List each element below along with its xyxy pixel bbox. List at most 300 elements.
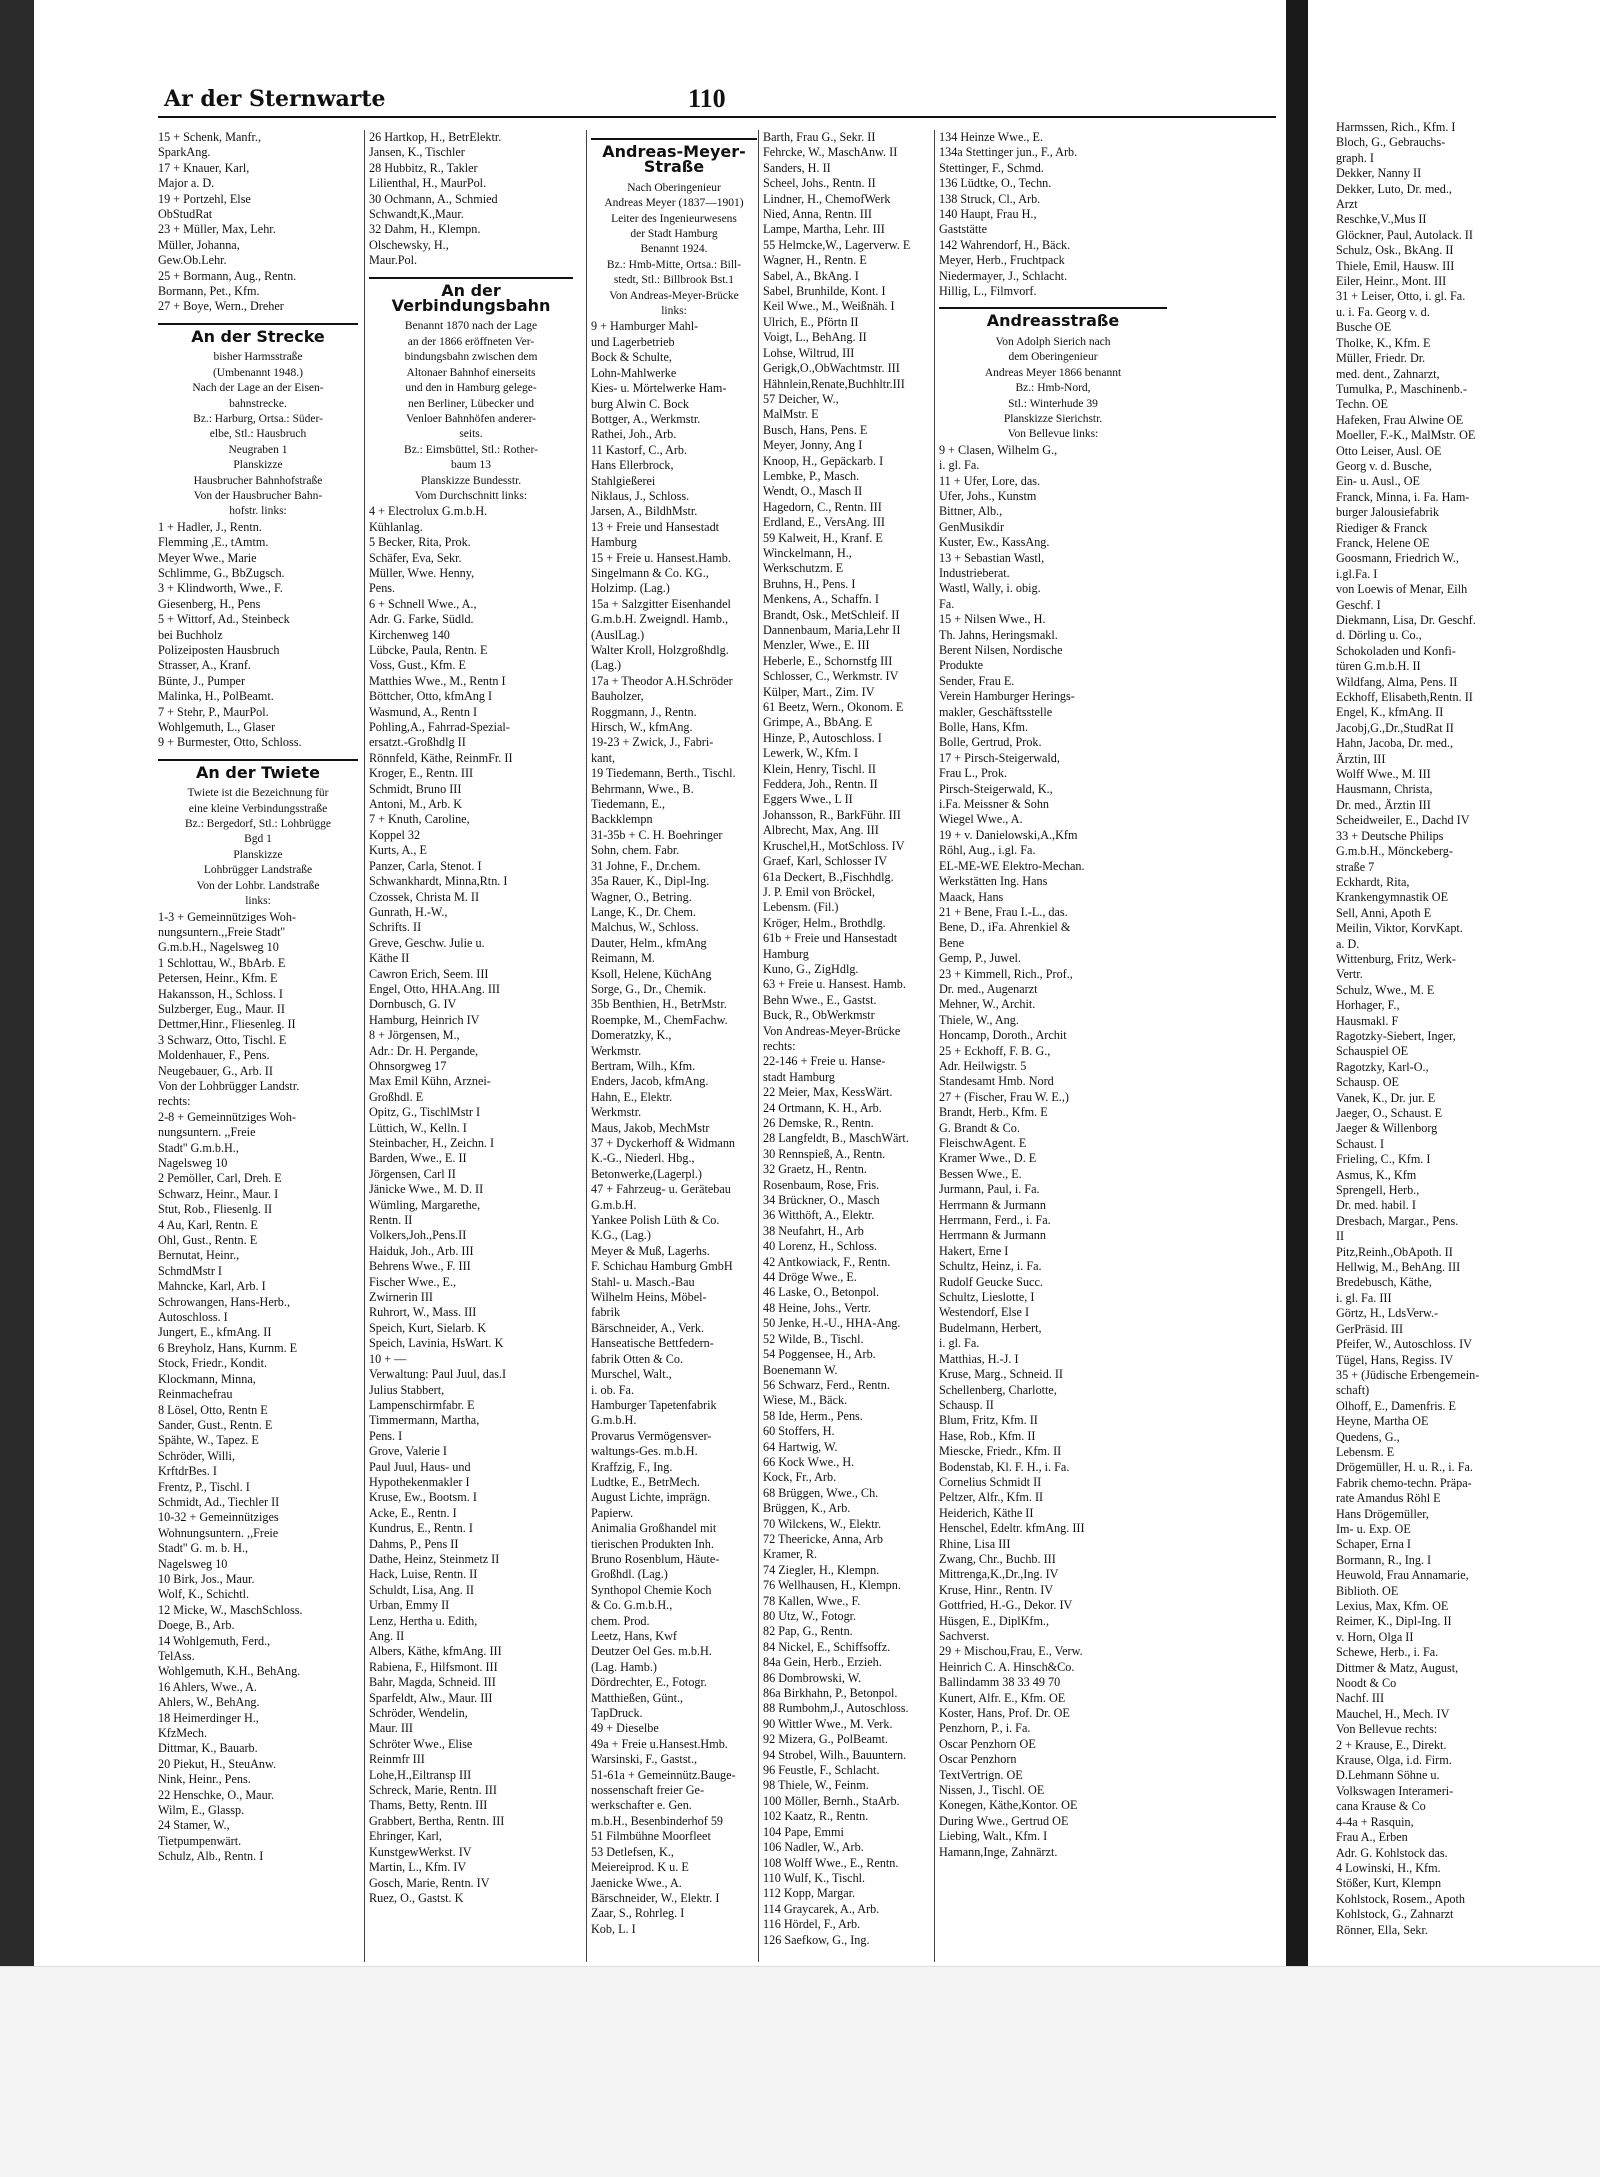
street-note-line: Altonaer Bahnhof einerseits (406, 366, 536, 379)
entry-line: Menkens, A., Schaffn. I (763, 592, 879, 607)
entry-line: 2 Pemöller, Carl, Dreh. E (158, 1171, 282, 1186)
entry-line: Böttcher, Otto, kfmAng I (369, 689, 493, 704)
entry-line: Großhdl. (Lag.) (591, 1567, 668, 1582)
entry-line: 2-8 + Gemeinnütziges Woh- (158, 1109, 297, 1124)
street-note-line: bindungsbahn zwischen dem (404, 351, 538, 364)
entry-line: Krause, Olga, i.d. Firm. (1336, 1753, 1452, 1768)
street-note-line: der Stadt Hamburg (630, 228, 718, 241)
entry-line: Westendorf, Else I (939, 1305, 1030, 1320)
entry-line: Bruhns, H., Pens. I (763, 576, 856, 591)
entry-line: Wümling, Margarethe, (369, 1197, 481, 1212)
entry-line: Schulz, Wwe., M. E (1336, 982, 1435, 997)
entry-line: 24 Ortmann, K. H., Arb. (763, 1100, 882, 1115)
entry-line: Müller, Johanna, (158, 237, 240, 252)
entry-line: Müller, Wwe. Henny, (369, 565, 475, 580)
entry-line: i. gl. Fa. III (1336, 1290, 1392, 1305)
entry-line: Jaenicke Wwe., A. (591, 1875, 682, 1890)
entry-line: 38 Neufahrt, H., Arb (763, 1223, 864, 1238)
entry-line: Lampe, Martha, Lehr. III (763, 222, 885, 237)
entry-line: 23 + Müller, Max, Lehr. (158, 222, 276, 237)
entry-line: Steinbacher, H., Zeichn. I (369, 1136, 495, 1150)
entry-line: Jänicke Wwe., M. D. II (369, 1182, 484, 1197)
entry-line: Kruse, Hinr., Rentn. IV (939, 1582, 1054, 1597)
entry-line: (Lag.) (591, 658, 622, 673)
entry-line: 59 Kalweit, H., Kranf. E (763, 530, 883, 545)
entry-line: 25 + Bormann, Aug., Rentn. (158, 268, 297, 283)
entry-line: i. gl. Fa. (939, 458, 980, 473)
entry-line: Maus, Jakob, MechMstr (591, 1120, 710, 1135)
entry-line: Ruhrort, W., Mass. III (369, 1305, 477, 1320)
street-note-line: Bz.: Hmb-Mitte, Ortsa.: Bill- (606, 258, 742, 271)
entry-line: Schmidt, Bruno III (369, 781, 462, 796)
entry-line: Sanders, H. II (763, 160, 831, 175)
entry-line: (AuslLag.) (591, 627, 645, 642)
entry-line: Goosmann, Friedrich W., (1336, 551, 1459, 566)
entry-line: Buck, R., ObWerkmstr (763, 1008, 875, 1023)
entry-line: 55 Helmcke,W., Lagerverw. E (763, 237, 911, 252)
entry-line: 36 Witthöft, A., Elektr. (763, 1208, 875, 1223)
entry-line: 68 Brüggen, Wwe., Ch. (763, 1485, 879, 1500)
street-note-line: Vom Durchschnitt links: (414, 489, 528, 502)
entry-line: Olhoff, E., Damenfris. E (1336, 1398, 1456, 1413)
entry-line: Lange, K., Dr. Chem. (591, 904, 696, 919)
page-header (158, 82, 1276, 118)
street-note-line: Bz.: Eimsbüttel, Stl.: Rother- (404, 443, 538, 456)
entry-line: graph. I (1336, 150, 1374, 165)
street-note-line: Bgd 1 (244, 833, 272, 846)
entry-line: Papierw. (591, 1505, 634, 1520)
entry-line: 92 Mizera, G., PolBeamt. (763, 1732, 888, 1747)
entry-line: Wagner, O., Betring. (591, 889, 692, 904)
street-note-line: und den in Hamburg gelege- (405, 382, 537, 395)
street-note-line: Von der Hausbrucher Bahn- (193, 489, 323, 502)
entry-line: 32 Graetz, H., Rentn. (763, 1162, 867, 1177)
entry-line: Jacobj,G.,Dr.,StudRat II (1336, 720, 1454, 735)
entry-line: Eiler, Heinr., Mont. III (1336, 274, 1447, 289)
entry-line: Kundrus, E., Rentn. I (369, 1521, 473, 1536)
entry-line: Stut, Rob., Fliesenlg. II (158, 1202, 273, 1217)
entry-line: 21 + Bene, Frau I.-L., das. (939, 904, 1068, 919)
entry-line: Bormann, Pet., Kfm. (158, 284, 260, 299)
entry-line: 84 Nickel, E., Schiffsoffz. (763, 1639, 891, 1654)
entry-line: Scheidweiler, E., Dachd IV (1336, 813, 1470, 828)
entry-line: Roempke, M., ChemFachw. (591, 1012, 728, 1027)
entry-line: Reinmachefrau (158, 1387, 233, 1402)
entry-line: Wiegel Wwe., A. (939, 812, 1023, 827)
entry-line: Dekker, Luto, Dr. med., (1336, 181, 1452, 196)
entry-line: Hamburger Tapetenfabrik (591, 1397, 717, 1412)
entry-line: Pohling,A., Fahrrad-Spezial- (369, 720, 510, 735)
entry-line: Ruez, O., Gastst. K (369, 1890, 464, 1905)
entry-line: 112 Kopp, Margar. (763, 1886, 856, 1901)
entry-line: 14 Wohlgemuth, Ferd., (158, 1633, 271, 1648)
entry-line: Rabiena, F., Hilfsmont. III (369, 1659, 498, 1674)
entry-line: Hahn, Jacoba, Dr. med., (1336, 736, 1454, 751)
street-note-line: Nach Oberingenieur (627, 181, 721, 194)
entry-line: Lewerk, W., Kfm. I (763, 746, 859, 761)
entry-line: II (1336, 1229, 1345, 1244)
entry-line: Lübcke, Paula, Rentn. E (369, 643, 488, 657)
entry-line: Hakert, Erne I (939, 1243, 1009, 1258)
entry-line: Barden, Wwe., E. II (369, 1151, 467, 1166)
entry-line: Busch, Hans, Pens. E (763, 422, 868, 437)
entry-line: Von Bellevue rechts: (1336, 1722, 1438, 1737)
entry-line: Stößer, Kurt, Klempn (1336, 1876, 1442, 1891)
entry-line: Produkte (939, 658, 984, 673)
entry-line: Herrmann, Ferd., i. Fa. (939, 1213, 1051, 1228)
entry-line: 90 Wittler Wwe., M. Verk. (763, 1716, 893, 1731)
entry-line: Hypothekenmakler I (369, 1474, 470, 1489)
entry-line: Schewe, Herb., i. Fa. (1336, 1645, 1439, 1660)
entry-line: Schäfer, Eva, Sekr. (369, 550, 462, 565)
entry-line: Malinka, H., PolBeamt. (158, 689, 274, 704)
street-note-line: Planskizze (233, 459, 283, 472)
street-note-line: baum 13 (451, 459, 491, 472)
entry-line: 22 Meier, Max, KessWärt. (763, 1085, 893, 1100)
street-note-line: Neugraben 1 (228, 443, 288, 456)
entry-line: 54 Poggensee, H., Arb. (763, 1347, 876, 1362)
entry-line: Murschel, Walt., (591, 1367, 672, 1382)
street-note-line: Stl.: Winterhude 39 (1008, 397, 1098, 410)
entry-line: Ludtke, E., BetrMech. (591, 1474, 700, 1489)
entry-line: (Lag. Hamb.) (591, 1659, 657, 1674)
entry-line: Hillig, L., Filmvorf. (939, 284, 1037, 299)
entry-line: Ahlers, W., BehAng. (158, 1695, 260, 1710)
entry-line: Hähnlein,Renate,Buchhltr.III (763, 376, 905, 391)
entry-line: Kohlstock, G., Zahnarzt (1336, 1907, 1454, 1922)
entry-line: TextVertrign. OE (939, 1767, 1023, 1782)
street-note-line: bahnstrecke. (229, 397, 287, 410)
entry-line: 46 Laske, O., Betonpol. (763, 1285, 880, 1300)
entry-line: Schrowangen, Hans-Herb., (158, 1294, 290, 1309)
entry-line: Kröger, Helm., Brothdlg. (763, 915, 886, 930)
entry-line: Horhager, F., (1336, 998, 1400, 1013)
entry-line: Schwankhardt, Minna,Rtn. I (369, 874, 508, 889)
entry-line: Henschel, Edeltr. kfmAng. III (939, 1521, 1085, 1536)
entry-line: Heyne, Martha OE (1336, 1414, 1429, 1429)
entry-line: waltungs-Ges. m.b.H. (591, 1444, 698, 1459)
column-3 (586, 130, 761, 1962)
entry-line: 35 + (Jüdische Erbengemein- (1336, 1367, 1480, 1382)
entry-line: Hamburg, Heinrich IV (369, 1012, 480, 1027)
entry-line: Fischer Wwe., E., (369, 1274, 457, 1289)
entry-line: rechts: (763, 1038, 796, 1053)
entry-line: Pirsch-Steigerwald, K., (939, 781, 1053, 796)
entry-line: Verein Hamburger Herings- (939, 689, 1075, 704)
entry-line: 53 Detlefsen, K., (591, 1844, 674, 1859)
entry-line: Malchus, W., Schloss. (591, 920, 699, 935)
entry-line: 96 Feustle, F., Schlacht. (763, 1763, 880, 1778)
entry-line: Schultz, Heinz, i. Fa. (939, 1259, 1042, 1274)
entry-line: Mahncke, Karl, Arb. I (158, 1279, 266, 1294)
entry-line: Schultz, Lieslotte, I (939, 1290, 1035, 1305)
entry-line: Dittmer & Matz, August, (1336, 1660, 1459, 1675)
entry-line: Martin, L., Kfm. IV (369, 1860, 467, 1875)
entry-line: Kohlstock, Rosem., Apoth (1336, 1891, 1465, 1906)
entry-line: Brandt, Herb., Kfm. E (939, 1105, 1048, 1120)
entry-line: i. ob. Fa. (591, 1382, 634, 1397)
entry-line: Noodt & Co (1336, 1676, 1397, 1691)
street-note-line: seits. (459, 428, 483, 441)
entry-line: G. Brandt & Co. (939, 1120, 1020, 1135)
entry-line: Tügel, Hans, Regiss. IV (1336, 1352, 1454, 1367)
entry-line: Nagelsweg 10 (158, 1156, 228, 1170)
entry-line: Diekmann, Lisa, Dr. Geschf. (1336, 613, 1476, 627)
entry-line: 114 Graycarek, A., Arb. (763, 1901, 880, 1916)
entry-line: Behrens Wwe., F. III (369, 1259, 471, 1274)
entry-line: Honcamp, Doroth., Archit (939, 1028, 1067, 1043)
entry-line: 19 + v. Danielowski,A.,Kfm (939, 827, 1078, 842)
entry-line: Adr. G. Farke, Südld. (369, 612, 474, 627)
entry-line: Herrmann & Jurmann (939, 1197, 1046, 1212)
entry-line: Thams, Betty, Rentn. III (369, 1798, 488, 1813)
entry-line: 102 Kaatz, R., Rentn. (763, 1809, 869, 1824)
entry-line: Lilienthal, H., MaurPol. (369, 176, 487, 191)
entry-line: Bauholzer, (591, 689, 644, 704)
street-note-line: Bz.: Hmb-Nord, (1015, 382, 1091, 395)
entry-line: August Lichte, imprägn. (591, 1490, 711, 1505)
entry-line: rate Amandus Röhl E (1336, 1491, 1441, 1506)
entry-line: 40 Lorenz, H., Schloss. (763, 1239, 878, 1254)
entry-line: Matthies Wwe., M., Rentn I (369, 673, 506, 688)
entry-line: Sabel, Brunhilde, Kont. I (763, 284, 886, 299)
entry-line: Holzimp. (Lag.) (591, 581, 670, 596)
entry-line: Zwirnerin III (369, 1290, 433, 1305)
street-note-line: Von Andreas-Meyer-Brücke (609, 289, 739, 302)
entry-line: Bolle, Hans, Kfm. (939, 720, 1029, 735)
entry-line: Bodenstab, Kl. F. H., i. Fa. (939, 1459, 1070, 1474)
entry-line: 104 Pape, Emmi (763, 1824, 844, 1839)
entry-line: 5 + Wittorf, Ad., Steinbeck (158, 612, 290, 627)
entry-line: 136 Lüdtke, O., Techn. (939, 176, 1052, 191)
entry-line: Speich, Kurt, Sielarb. K (369, 1320, 487, 1335)
entry-line: Verwaltung: Paul Juul, das.I (369, 1367, 507, 1382)
entry-line: Brüggen, K., Arb. (763, 1501, 851, 1516)
entry-line: 8 + Jörgensen, M., (369, 1028, 460, 1043)
entry-line: 57 Deicher, W., (763, 391, 839, 406)
facing-page-fragment (1336, 120, 1600, 1970)
entry-line: Hamburg (591, 535, 637, 550)
entry-line: Gerigk,O.,ObWachtmstr. III (763, 361, 900, 376)
entry-line: stadt Hamburg (763, 1069, 835, 1084)
entry-line: 10 Birk, Jos., Maur. (158, 1571, 255, 1586)
entry-line: 32 Dahm, H., Klempn. (369, 222, 481, 237)
entry-line: Wildfang, Alma, Pens. II (1336, 674, 1458, 689)
entry-line: rechts: (158, 1094, 191, 1109)
entry-line: Penzhorn, P., i. Fa. (939, 1721, 1031, 1736)
entry-line: Grabbert, Bertha, Rentn. III (369, 1813, 505, 1828)
entry-line: Hamburg (763, 946, 809, 961)
entry-line: Jurmann, Paul, i. Fa. (939, 1182, 1040, 1197)
entry-line: Barth, Frau G., Sekr. II (763, 130, 876, 144)
entry-line: Bredebusch, Käthe, (1336, 1275, 1432, 1290)
entry-line: Ehringer, Karl, (369, 1829, 442, 1844)
entry-line: Strasser, A., Kranf. (158, 658, 251, 673)
entry-line: G.m.b.H. Zweigndl. Hamb., (591, 612, 729, 627)
entry-line: Dannenbaum, Maria,Lehr II (763, 623, 901, 637)
entry-line: Eckhoff, Elisabeth,Rentn. II (1336, 690, 1473, 705)
entry-line: 72 Theericke, Anna, Arb (763, 1531, 883, 1546)
entry-line: Pens. I (369, 1428, 403, 1443)
entry-line: Kroger, E., Rentn. III (369, 766, 474, 781)
entry-line: Nink, Heinr., Pens. (158, 1772, 251, 1787)
entry-line: türen G.m.b.H. II (1336, 659, 1421, 674)
entry-line: 138 Struck, Cl., Arb. (939, 191, 1041, 206)
entry-line: 3 Schwarz, Otto, Tischl. E (158, 1032, 287, 1047)
entry-line: Im- u. Exp. OE (1336, 1521, 1411, 1536)
entry-line: 8 Lösel, Otto, Rentn E (158, 1402, 268, 1417)
entry-line: Ulrich, E., Pförtn II (763, 314, 859, 329)
entry-line: 142 Wahrendorf, H., Bäck. (939, 237, 1071, 252)
entry-line: Liebing, Walt., Kfm. I (939, 1829, 1048, 1844)
entry-line: G.m.b.H. (591, 1197, 637, 1212)
entry-line: Graef, Karl, Schlosser IV (763, 854, 888, 869)
entry-line: Bolle, Gertrud, Prok. (939, 735, 1042, 750)
entry-line: nungsuntern. ,,Freie (158, 1125, 256, 1140)
street-note-line: Bz.: Harburg, Ortsa.: Süder- (193, 412, 323, 425)
entry-line: Bertram, Wilh., Kfm. (591, 1058, 696, 1073)
entry-line: KrftdrBes. I (158, 1464, 217, 1479)
entry-line: Deutzer Oel Ges. m.b.H. (591, 1644, 712, 1659)
entry-line: Meyer, Herb., Fruchtpack (939, 253, 1065, 268)
entry-line: 5 Becker, Rita, Prok. (369, 535, 471, 550)
entry-line: 126 Saefkow, G., Ing. (763, 1932, 870, 1947)
entry-line: 4 + Electrolux G.m.b.H. (369, 504, 488, 519)
street-note-line: links: (661, 305, 687, 318)
entry-line: Bessen Wwe., E. (939, 1166, 1022, 1181)
entry-line: 10-32 + Gemeinnütziges (158, 1510, 279, 1525)
street-note-line: Bz.: Bergedorf, Stl.: Lohbrügge (184, 818, 332, 831)
entry-line: 35b Benthien, H., BetrMstr. (591, 997, 727, 1012)
entry-line: Gemp, P., Juwel. (939, 951, 1021, 966)
entry-line: Dauter, Helm., kfmAng (591, 935, 707, 950)
street-note-line: Hausbrucher Bahnhofstraße (193, 474, 323, 487)
entry-line: Heberle, E., Schornstfg III (763, 653, 893, 668)
entry-line: Stadt'' G.m.b.H., (158, 1140, 239, 1155)
entry-line: Ksoll, Helene, KüchAng (591, 966, 712, 981)
entry-line: Hahn, E., Elektr. (591, 1089, 673, 1104)
entry-line: 25 + Eckhoff, F. B. G., (939, 1043, 1051, 1058)
column-1 (158, 130, 362, 1962)
entry-line: Meyer & Muß, Lagerhs. (591, 1243, 710, 1258)
street-note-line: Nach der Lage an der Eisen- (192, 382, 324, 395)
entry-line: Tietpumpenwärt. (158, 1833, 242, 1848)
entry-line: 58 Ide, Herm., Pens. (763, 1408, 863, 1423)
entry-line: Budelmann, Herbert, (939, 1320, 1042, 1335)
entry-line: Busche OE (1336, 320, 1392, 335)
entry-line: Maur. III (369, 1721, 413, 1736)
entry-line: Sparfeldt, Alw., Maur. III (369, 1690, 493, 1705)
entry-line: 20 Piekut, H., SteuAnw. (158, 1756, 277, 1771)
entry-line: 134 Heinze Wwe., E. (939, 130, 1044, 144)
entry-line: Dr. med. habil. I (1336, 1198, 1416, 1213)
entry-line: Kirchenweg 140 (369, 627, 450, 642)
entry-line: 7 + Knuth, Caroline, (369, 812, 470, 827)
entry-line: Gottfried, H.-G., Dekor. IV (939, 1598, 1073, 1613)
entry-line: Schröder, Wendelin, (369, 1706, 468, 1721)
entry-line: Cornelius Schmidt II (939, 1474, 1042, 1489)
entry-line: GenMusikdir (939, 519, 1004, 534)
entry-line: Domeratzky, K., (591, 1028, 672, 1043)
entry-line: Kunert, Alfr. E., Kfm. OE (939, 1690, 1066, 1705)
entry-line: Lebensm. (Fil.) (763, 900, 839, 915)
entry-line: Kuno, G., ZigHdlg. (763, 961, 859, 976)
entry-line: 3 + Klindworth, Wwe., F. (158, 581, 283, 596)
entry-line: Sander, Gust., Rentn. E (158, 1417, 273, 1432)
entry-line: 15a + Salzgitter Eisenhandel (591, 596, 731, 611)
entry-line: Thiele, W., Ang. (939, 1012, 1019, 1027)
entry-line: Vanek, K., Dr. jur. E (1336, 1090, 1436, 1105)
entry-line: Bärschneider, W., Elektr. I (591, 1890, 720, 1905)
entry-line: SparkAng. (158, 145, 211, 160)
entry-line: Riediger & Franck (1336, 520, 1428, 535)
entry-line: Frau L., Prok. (939, 766, 1008, 781)
entry-line: 1 Schlottau, W., BbArb. E (158, 955, 286, 970)
entry-line: 19-23 + Zwick, J., Fabri- (591, 735, 714, 750)
entry-line: Olschewsky, H., (369, 237, 449, 252)
entry-line: Hanseatische Bettfedern- (591, 1336, 714, 1351)
entry-line: KunstgewWerkst. IV (369, 1844, 472, 1859)
entry-line: Sohn, chem. Fabr. (591, 843, 680, 858)
entry-line: burg Alwin C. Bock (591, 396, 689, 411)
entry-line: 19 Tiedemann, Berth., Tischl. (591, 766, 736, 781)
entry-line: Herrmann & Jurmann (939, 1228, 1046, 1243)
entry-line: Kurts, A., E (369, 843, 427, 858)
entry-line: Voigt, L., BehAng. II (763, 330, 867, 345)
entry-line: Schuldt, Lisa, Ang. II (369, 1582, 474, 1597)
entry-line: 52 Wilde, B., Tischl. (763, 1331, 864, 1346)
entry-line: Lampenschirmfabr. E (369, 1397, 475, 1412)
street-note-line: elbe, Stl.: Hausbruch (209, 428, 307, 441)
entry-line: 1 + Hadler, J., Rentn. (158, 519, 262, 534)
entry-line: Kühlanlag. (369, 519, 423, 534)
entry-line: 60 Stoffers, H. (763, 1424, 835, 1439)
entry-line: Spähte, W., Tapez. E (158, 1433, 259, 1448)
entry-line: Lohe,H.,Eiltransp III (369, 1767, 472, 1782)
entry-line: Kramer, R. (763, 1547, 817, 1562)
entry-line: SchmdMstr I (158, 1263, 222, 1278)
entry-line: 33 + Deutsche Philips (1336, 828, 1444, 843)
entry-line: 47 + Fahrzeug- u. Gerätebau (591, 1182, 731, 1197)
entry-line: Fabrik chemo-techn. Präpa- (1336, 1475, 1472, 1490)
entry-line: Gew.Ob.Lehr. (158, 253, 227, 268)
street-note-line: Von Bellevue links: (1007, 428, 1099, 441)
entry-line: J. P. Emil von Bröckel, (763, 884, 876, 899)
entry-line: Ballindamm 38 33 49 70 (939, 1675, 1061, 1690)
entry-line: Tumulka, P., Maschinenb.- (1336, 381, 1467, 396)
entry-line: fabrik (591, 1305, 621, 1320)
entry-line: Jaeger & Willenborg (1336, 1121, 1438, 1136)
entry-line: Otto Leiser, Ausl. OE (1336, 443, 1442, 458)
street-note-line: stedt, Stl.: Billbrook Bst.1 (613, 274, 735, 287)
entry-line: Jörgensen, Carl II (369, 1166, 456, 1181)
entry-line: 49a + Freie u.Hansest.Hmb. (591, 1736, 728, 1751)
entry-line: Hausmann, Christa, (1336, 782, 1433, 797)
entry-line: Franck, Helene OE (1336, 535, 1430, 550)
entry-line: d. Dörling u. Co., (1336, 628, 1422, 643)
entry-line: Schmidt, Ad., Tiechler II (158, 1494, 280, 1509)
entry-line: Hafeken, Frau Alwine OE (1336, 412, 1464, 427)
entry-line: 6 Breyholz, Hans, Kurnm. E (158, 1340, 298, 1355)
entry-line: Niklaus, J., Schloss. (591, 488, 690, 503)
entry-line: 50 Jenke, H.-U., HHA-Ang. (763, 1316, 901, 1331)
entry-line: Wastl, Wally, i. obig. (939, 581, 1041, 596)
entry-line: Meiereiprod. K u. E (591, 1860, 689, 1875)
street-heading: An der Twiete (158, 759, 358, 780)
entry-line: 11 Kastorf, C., Arb. (591, 442, 688, 457)
entry-line: Kies- u. Mörtelwerke Ham- (591, 381, 727, 396)
entry-line: Wilhelm Heins, Möbel- (591, 1290, 707, 1305)
